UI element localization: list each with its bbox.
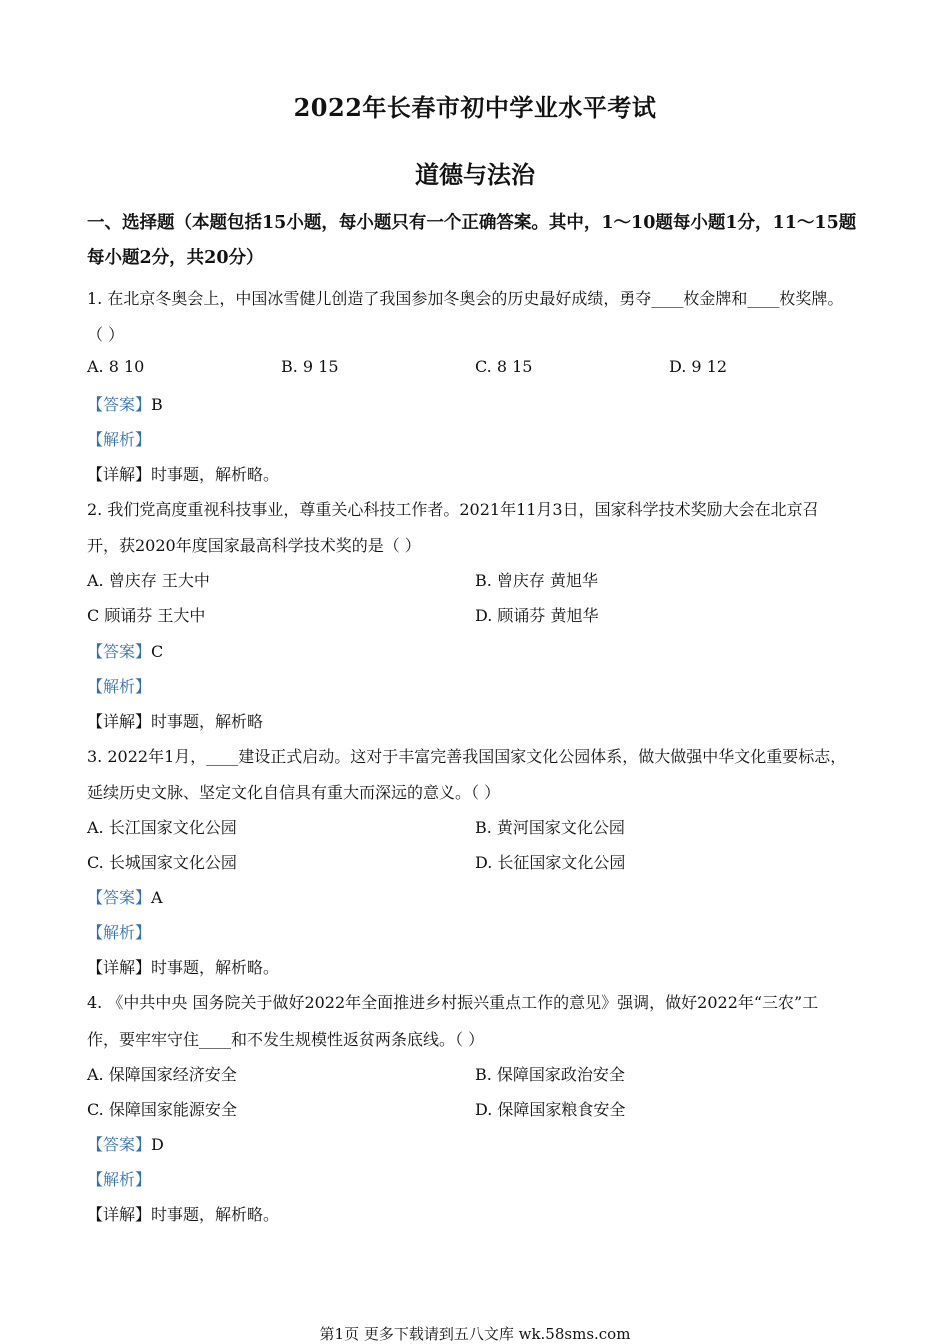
question-1-stem-line-1: 1. 在北京冬奥会上，中国冰雪健儿创造了我国参加冬奥会的历史最好成绩，勇夺____枚金牌和____枚奖牌。 (87, 289, 844, 308)
question-3-stem-line-1: 3. 2022年1月，____建设正式启动。这对于丰富完善我国国家文化公园体系，做大做强中华文化重要标志， (87, 747, 847, 766)
exam-subject: 道德与法治 (415, 160, 535, 189)
detail-tag: 【详解】 (87, 1205, 152, 1224)
question-2-analysis-tag: 【解析】 (87, 677, 152, 696)
question-2-stem-line-1: 2. 我们党高度重视科技事业，尊重关心科技工作者。2021年11月3日，国家科学技术奖励大会在北京召 (87, 500, 819, 519)
detail-tag: 【详解】 (87, 958, 152, 977)
question-4-option-c: C. 保障国家能源安全 (87, 1100, 237, 1119)
question-1-option-c: C. 8 15 (475, 357, 533, 376)
question-2-option-a: A. 曾庆存 王大中 (87, 571, 210, 590)
answer-value: C (151, 642, 164, 661)
question-1-answer (87, 392, 163, 415)
question-1-option-a: A. 8 10 (87, 357, 145, 376)
question-4-answer (87, 1132, 164, 1155)
page-footer: 第1页 更多下载请到五八文库 wk.58sms.com (319, 1325, 631, 1343)
question-1-option-b: B. 9 15 (281, 357, 339, 376)
question-3-option-b: B. 黄河国家文化公园 (475, 818, 625, 837)
question-4-option-d: D. 保障国家粮食安全 (475, 1100, 626, 1119)
question-3-stem-line-2: 延续历史文脉、坚定文化自信具有重大而深远的意义。（ ） (87, 783, 501, 802)
section-heading: 一、选择题（本题包括15小题，每小题只有一个正确答案。其中，1～10题每小题1分，11～15题每小题2分，共20分） (87, 213, 857, 268)
question-3-answer (87, 885, 163, 908)
question-2-option-c: C 顾诵芬 王大中 (87, 606, 206, 625)
detail-tag: 【详解】 (87, 712, 152, 731)
question-4-option-a: A. 保障国家经济安全 (87, 1065, 237, 1084)
question-2-stem-line-2: 开，获2020年度国家最高科学技术奖的是（ ） (87, 536, 421, 555)
question-4-stem-line-2: 作，要牢牢守住____和不发生规模性返贫两条底线。（ ） (87, 1030, 485, 1049)
answer-tag: 【答案】 (87, 888, 152, 907)
question-1-detail (87, 462, 279, 485)
answer-tag: 【答案】 (87, 395, 152, 414)
answer-value: A (151, 888, 163, 907)
question-1-analysis-tag: 【解析】 (87, 430, 152, 449)
answer-tag: 【答案】 (87, 642, 152, 661)
question-1-option-d: D. 9 12 (669, 357, 728, 376)
question-2-option-d: D. 顾诵芬 黄旭华 (475, 606, 599, 625)
question-4-stem-line-1: 4. 《中共中央 国务院关于做好2022年全面推进乡村振兴重点工作的意见》强调，做好2022年“三农”工 (87, 993, 819, 1012)
question-4-analysis-tag: 【解析】 (87, 1170, 152, 1189)
question-2-detail (87, 709, 263, 732)
question-4-detail (87, 1202, 279, 1225)
answer-value: B (151, 395, 163, 414)
question-1-stem-line-2: （ ） (87, 325, 125, 344)
detail-text: 时事题，解析略。 (151, 1205, 280, 1224)
exam-title: 2022年长春市初中学业水平考试 (293, 93, 657, 122)
question-2-answer (87, 639, 163, 662)
detail-tag: 【详解】 (87, 465, 152, 484)
question-3-option-d: D. 长征国家文化公园 (475, 853, 626, 872)
answer-tag: 【答案】 (87, 1135, 152, 1154)
question-3-option-c: C. 长城国家文化公园 (87, 853, 237, 872)
detail-text: 时事题，解析略。 (151, 465, 280, 484)
question-3-detail (87, 955, 279, 978)
question-3-analysis-tag: 【解析】 (87, 923, 152, 942)
detail-text: 时事题，解析略 (151, 712, 264, 731)
question-3-option-a: A. 长江国家文化公园 (87, 818, 237, 837)
detail-text: 时事题，解析略。 (151, 958, 280, 977)
answer-value: D (151, 1135, 164, 1154)
question-4-option-b: B. 保障国家政治安全 (475, 1065, 625, 1084)
question-2-option-b: B. 曾庆存 黄旭华 (475, 571, 599, 590)
